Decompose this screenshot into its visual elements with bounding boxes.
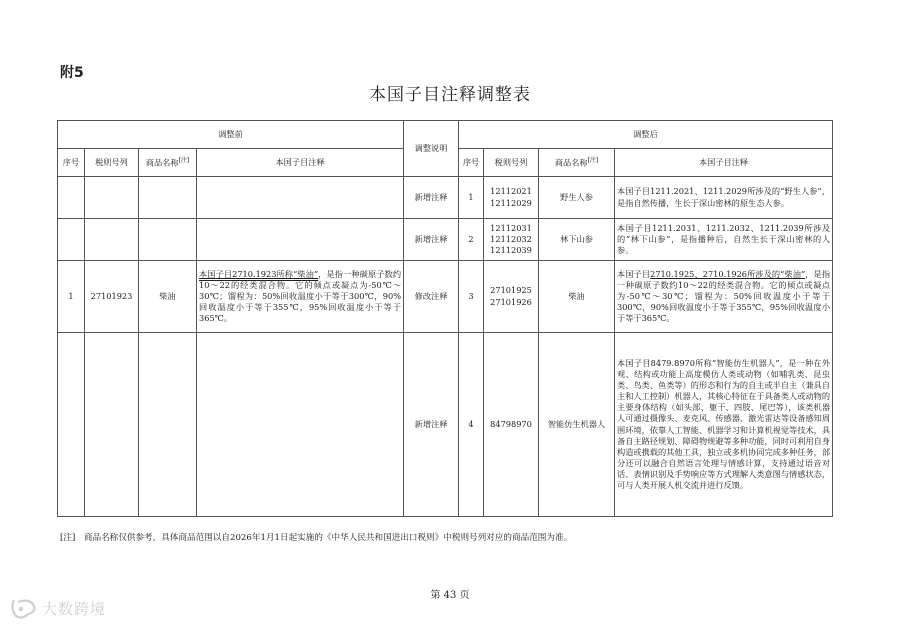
page-number: 第 43 页: [430, 590, 470, 601]
after-note: 本国子目1211.2021、1211.2029所涉及的“野生人参”，是指自然传播，生长于深山密林的原生态人参。: [615, 177, 833, 219]
after-seq: 1: [459, 177, 484, 219]
adjustment-type: 修改注释: [404, 261, 459, 333]
after-name: 柴油: [539, 261, 615, 333]
before-seq: [58, 333, 85, 517]
header-after: 调整后: [459, 121, 833, 149]
before-seq: [58, 219, 85, 261]
watermark-logo-icon: [8, 596, 38, 620]
after-code: 84798970: [484, 333, 539, 517]
header-note: 本国子目注释: [615, 149, 833, 177]
after-seq: 3: [459, 261, 484, 333]
header-group-row: [58, 121, 833, 149]
after-note: 本国子目2710.1925、2710.1926所涉及的“柴油”，是指一种碳原子数约10～22的经类混合物。它的倾点或凝点为-50℃～30℃；馏程为：50%回收温度小于等于300℃，90%回收温度小于等于355℃，95%回收温度小于等于365℃。: [615, 261, 833, 333]
footnote: [注] 商品名称仅供参考，具体商品范围以自2026年1月1日起实施的《中华人民共和国进出口税则》中税则号列对应的商品范围为准。: [60, 533, 573, 543]
table-row: [58, 261, 833, 333]
after-note: 本国子目1211.2031、1211.2032、1211.2039所涉及的“林下山参”，是指播种后，自然生长于深山密林的人参。: [615, 219, 833, 261]
header-code: 税则号列: [85, 149, 139, 177]
after-note-underlined: 2710.1925、2710.1926所涉及的“柴油”: [650, 268, 806, 279]
before-code: [85, 333, 139, 517]
header-code: 税则号列: [484, 149, 539, 177]
header-name: 商品名称[注]: [139, 149, 197, 177]
after-code: 27101925 27101926: [484, 261, 539, 333]
before-name: 柴油: [139, 261, 197, 333]
before-note: [197, 219, 404, 261]
before-note: [197, 177, 404, 219]
watermark: [8, 596, 106, 620]
before-code: [85, 219, 139, 261]
after-name: 林下山参: [539, 219, 615, 261]
header-adjustment: 调整说明: [404, 121, 459, 177]
before-name: [139, 177, 197, 219]
adjustment-table: [57, 120, 833, 517]
adjustment-type: 新增注释: [404, 219, 459, 261]
before-note-underlined: 本国子目2710.1923所称“柴油”: [199, 268, 319, 279]
table-row: [58, 177, 833, 219]
after-name: 野生人参: [539, 177, 615, 219]
after-note: 本国子目8479.8970所称“智能仿生机器人”，是一种在外观、结构或功能上高度模仿人类或动物（如哺乳类、昆虫类、鸟类、鱼类等）的形态和行为的自主或半自主（兼具自主和人工控制）机器人，其核心特征在于具备类人或动物的主要身体结构（如头部、躯干、四肢、尾巴等），该类机器人可通过摄像头、麦克风、传感器、激光雷达等设备感知周围环境，依靠人工智能、机器学习和计算机视觉等技术，具备自主路径规划、障碍物规避等多种功能，同时可利用自身构造或携载的其他工具，独立或多机协同完成多种任务，部分还可以融合自然语言处理与情感计算，支持通过语音对话、表情识别及手势响应等方式理解人类意图与情感状态，可与人类开展人机交流并进行反馈。: [615, 333, 833, 517]
adjustment-type: 新增注释: [404, 333, 459, 517]
after-name: 智能仿生机器人: [539, 333, 615, 517]
before-seq: 1: [58, 261, 85, 333]
header-name: 商品名称[注]: [539, 149, 615, 177]
before-name: [139, 219, 197, 261]
before-seq: [58, 177, 85, 219]
after-seq: 2: [459, 219, 484, 261]
table-row: [58, 333, 833, 517]
before-name: [139, 333, 197, 517]
before-note: 本国子目2710.1923所称“柴油”，是指一种碳原子数约10～22的经类混合物。它的倾点或凝点为-50℃～30℃；馏程为：50%回收温度小于等于300℃，90%回收温度小于等于355℃，95%回收温度小于等于365℃。: [197, 261, 404, 333]
header-seq: 序号: [459, 149, 484, 177]
before-note: [197, 333, 404, 517]
before-code: 27101923: [85, 261, 139, 333]
header-seq: 序号: [58, 149, 85, 177]
adjustment-type: 新增注释: [404, 177, 459, 219]
table-row: [58, 219, 833, 261]
after-seq: 4: [459, 333, 484, 517]
header-note: 本国子目注释: [197, 149, 404, 177]
appendix-label: 附5: [60, 65, 84, 81]
after-code: 12112031 12112032 12112039: [484, 219, 539, 261]
watermark-text: 大数跨境: [42, 599, 107, 618]
header-before: 调整前: [58, 121, 404, 149]
before-code: [85, 177, 139, 219]
page-title: 本国子目注释调整表: [369, 85, 531, 105]
after-code: 12112021 12112029: [484, 177, 539, 219]
